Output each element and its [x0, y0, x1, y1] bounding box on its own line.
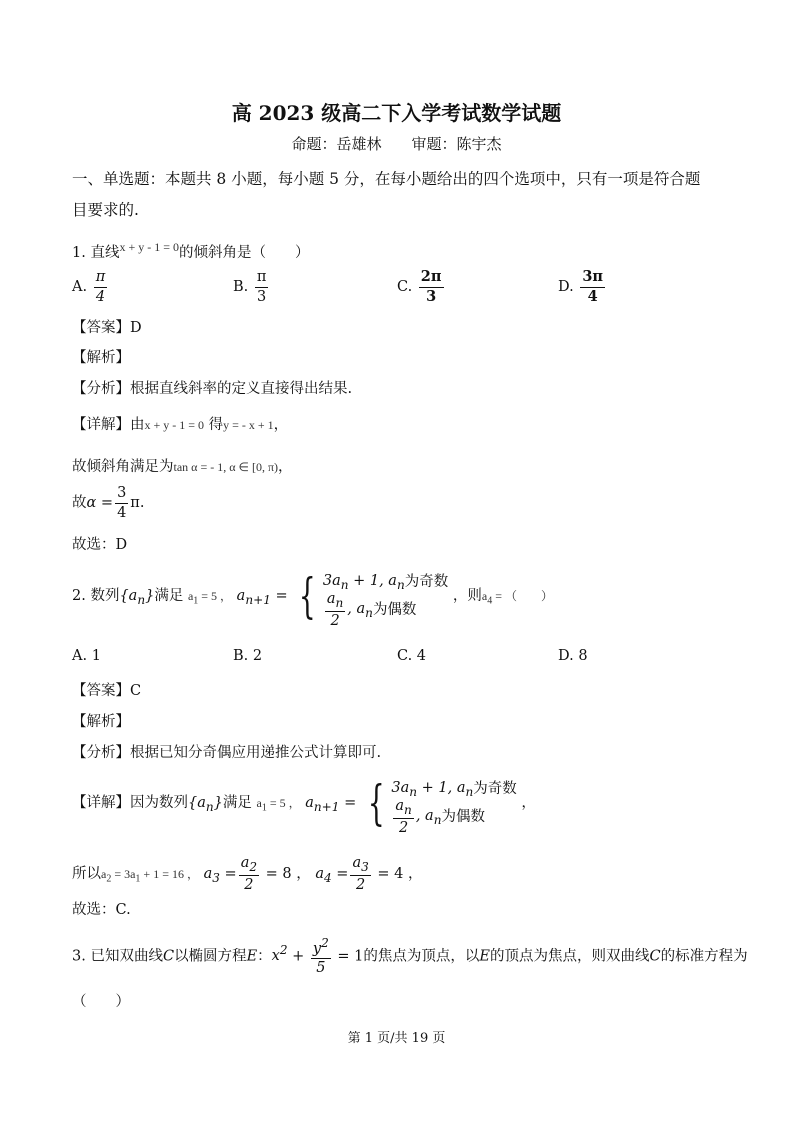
page-footer: 第 1 页/共 19 页 [347, 1031, 446, 1046]
q3-c: C [162, 948, 175, 965]
q1-line2 [72, 455, 293, 476]
q2-lead: 2. 数列 [72, 588, 120, 604]
q2-seq: $\{a_n\}$ [119, 588, 155, 607]
q2-option-a: A. 1 [72, 648, 101, 664]
q3-stem [72, 937, 748, 976]
q2-a4: $a_4$ = （ ） [481, 589, 553, 607]
q3-e2: E [479, 948, 490, 965]
author-line: 命题：岳雄林 审题：陈宇杰 [291, 135, 502, 153]
q3-paren: （ ） [72, 994, 130, 1010]
left-brace: { [299, 568, 316, 624]
q2-so-line [72, 856, 423, 892]
line3-fraction: $\frac{3}{4}$ [117, 485, 127, 521]
q2-option-b: B. 2 [233, 648, 263, 664]
q3-colon: ： [257, 948, 272, 965]
q2-fenxi: 【分析】根据已知分奇偶应用递推公式计算即可. [72, 745, 382, 761]
q2-option-d: D. 8 [558, 648, 588, 664]
page-title: 高 2023 级高二下入学考试数学试题 [231, 101, 562, 125]
q3-mid1: 以椭圆方程 [174, 948, 247, 965]
line3-lead: 故 [72, 495, 87, 511]
q1-option-b [233, 270, 270, 304]
q3-plus: + [287, 948, 309, 965]
line2-end: ， [278, 459, 293, 475]
q2-choose: 故选：C. [72, 902, 131, 918]
option-label: D. [558, 279, 574, 295]
q2-then: ，则 [452, 588, 482, 604]
detail-eq1: x + y - 1 = 0 [144, 418, 205, 432]
q2-detail [72, 775, 536, 836]
line2-eq: tan α = - 1, α ∈ [0, π) [173, 460, 279, 474]
case-odd: $3a_n + 1$, $a_n$ 为奇数 [322, 572, 449, 592]
q3-mid2: 的焦点为顶点，以 [363, 948, 480, 965]
q1-lead: 1. 直线 [72, 244, 120, 261]
line3-tail: π. [130, 495, 145, 511]
q3-tail: 的标准方程为 [660, 948, 748, 965]
q2-satisfy: 满足 [154, 588, 184, 604]
q1-equation: x + y - 1 = 0 [119, 240, 179, 254]
so-a3-val: = 8 ， [261, 866, 311, 883]
option-fraction: $\frac{\pi}{4}$ [95, 269, 106, 305]
section-heading-line2: 目要求的. [72, 201, 139, 219]
detail-an1: $a_{n+1}$ = [305, 795, 357, 814]
q1-line3 [72, 486, 144, 520]
q2-cases [322, 568, 449, 629]
case-odd: $3a_n + 1$, $a_n$ 为奇数 [391, 779, 517, 799]
q2-an1: $a_{n+1}$ = [236, 588, 288, 607]
q1-option-a [72, 270, 109, 304]
detail-cases [391, 775, 517, 836]
case-even: $\frac{a_n}{2}$ , $a_n$ 为偶数 [395, 797, 485, 836]
so-a2: $a_2 = 3a_1 + 1 = 16$ ， [101, 867, 199, 885]
section-heading-line1: 一、单选题：本题共 8 小题，每小题 5 分，在每小题给出的四个选项中，只有一项是符合题 [72, 170, 701, 188]
q1-choose: 故选：D [72, 537, 128, 553]
option-fraction: $\frac{\pi}{3}$ [256, 269, 267, 305]
left-brace: { [367, 775, 385, 831]
q2-option-c: C. 4 [397, 648, 427, 664]
q2-stem [72, 568, 553, 629]
q3-c2: C [649, 948, 661, 965]
so-a3: $a_3$ = [203, 866, 237, 886]
q1-analysis-tag: 【解析】 [72, 350, 130, 366]
q2-answer: 【答案】C [72, 683, 142, 699]
option-fraction: $\frac{2\pi}{3}$ [420, 268, 442, 305]
detail-lead: 【详解】因为数列 [72, 795, 188, 811]
q1-tail: 的倾斜角是（ ） [178, 244, 310, 261]
so-a3-fraction: $\frac{a_2}{2}$ [240, 855, 258, 893]
q3-mid3: 的顶点为焦点，则双曲线 [489, 948, 650, 965]
detail-satisfy: 满足 [222, 795, 252, 811]
detail-eq2: y = - x + 1 [223, 418, 274, 432]
detail-a1: $a_1 = 5$ ， [256, 796, 301, 814]
line2-lead: 故倾斜角满足为 [72, 459, 174, 475]
so-a4: $a_4$ = [315, 866, 349, 886]
so-a4-fraction: $\frac{a_3}{2}$ [352, 855, 369, 893]
detail-seq: $\{a_n\}$ [188, 795, 223, 814]
option-fraction: $\frac{3\pi}{4}$ [582, 268, 604, 305]
case-even: $\frac{a_n}{2}$ , $a_n$ 为偶数 [326, 590, 417, 629]
q1-detail [72, 413, 288, 434]
so-lead: 所以 [72, 866, 101, 883]
q2-analysis-tag: 【解析】 [72, 714, 130, 730]
q3-lead: 3. 已知双曲线 [72, 948, 163, 965]
detail-mid: 得 [208, 417, 224, 433]
q1-answer: 【答案】D [72, 320, 142, 336]
q1-option-c [397, 270, 446, 304]
option-label: A. [72, 279, 88, 295]
option-label: C. [397, 279, 413, 295]
q1-stem [72, 240, 309, 262]
line3-var: α = [86, 495, 114, 511]
detail-comma: ， [521, 795, 536, 811]
option-label: B. [233, 279, 249, 295]
q1-option-d [558, 270, 607, 304]
detail-end: ， [273, 417, 289, 433]
q3-y2-fraction: $\frac{y^2}{5}$ [312, 936, 329, 977]
q3-eq1: = 1 [332, 948, 364, 965]
q3-e: E [246, 948, 258, 965]
q1-fenxi: 【分析】根据直线斜率的定义直接得出结果. [72, 381, 353, 397]
q3-x2: $x^2$ [271, 943, 288, 965]
detail-lead: 【详解】由 [72, 417, 145, 433]
q2-a1: $a_1 = 5$ ， [187, 589, 233, 607]
so-a4-val: = 4 ， [372, 866, 423, 883]
